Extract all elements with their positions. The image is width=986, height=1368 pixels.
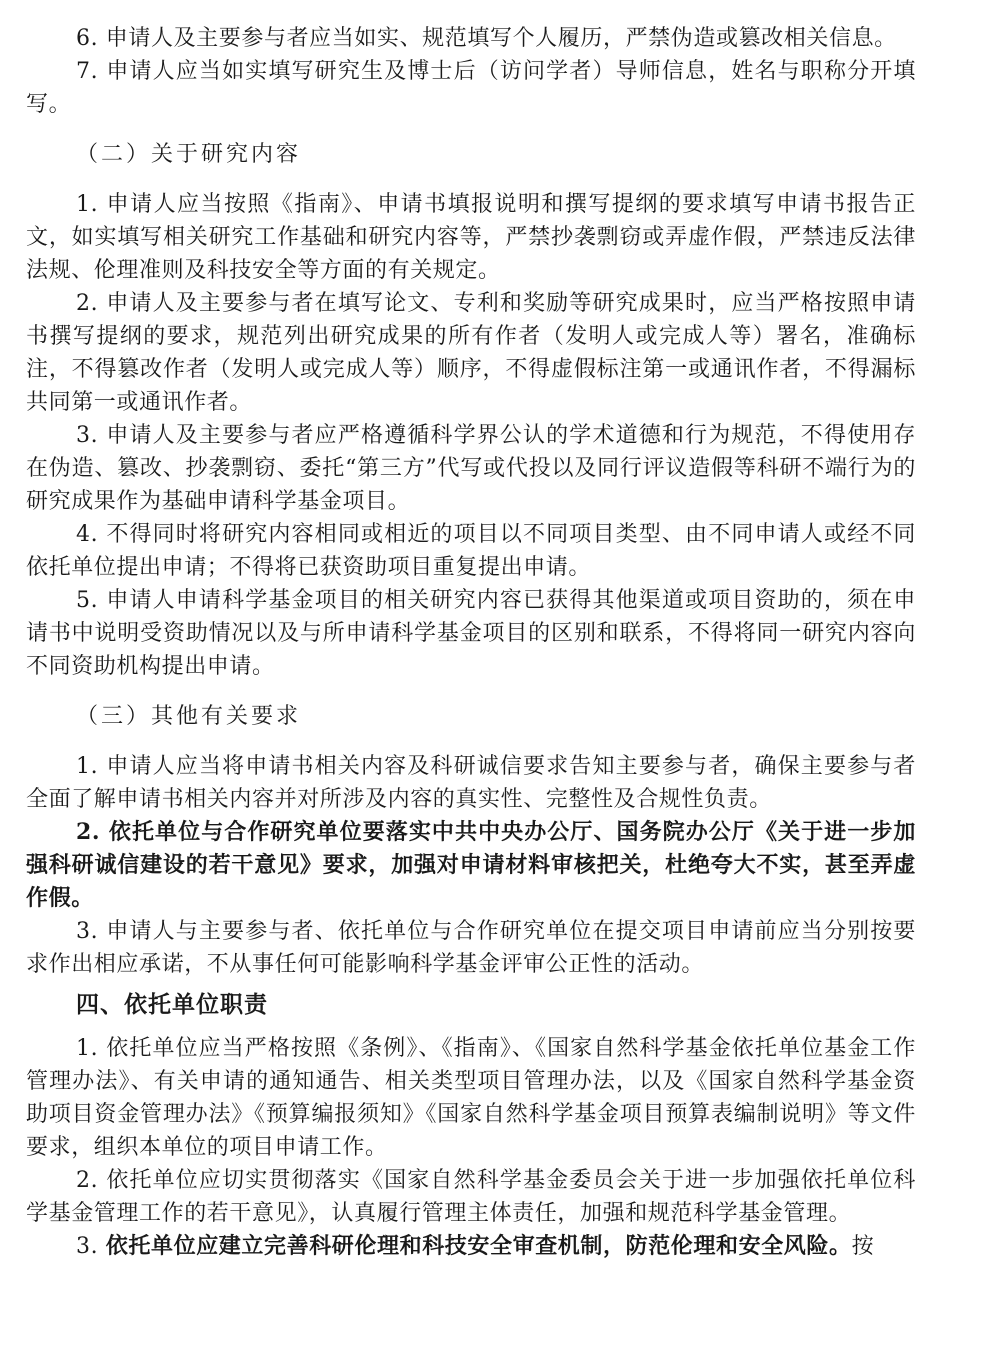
paragraph-other-2: 2. 依托单位与合作研究单位要落实中共中央办公厅、国务院办公厅《关于进一步加强科研诚信建设的若干意见》要求，加强对申请材料审核把关，杜绝夸大不实，甚至弄虚作假。 — [26, 819, 916, 911]
paragraph-item-7: 7. 申请人应当如实填写研究生及博士后（访问学者）导师信息，姓名与职称分开填写。 — [26, 59, 916, 117]
paragraph-research-3: 3. 申请人及主要参与者应严格遵循科学界公认的学术道德和行为规范，不得使用存在伪造、篡改、抄袭剽窃、委托“第三方”代写或代投以及同行评议造假等科研不端行为的研究成果作为基础申请科学基金项目。 — [26, 423, 916, 514]
paragraph-other-3: 3. 申请人与主要参与者、依托单位与合作研究单位在提交项目申请前应当分别按要求作出相应承诺，不从事任何可能影响科学基金评审公正性的活动。 — [26, 919, 916, 977]
section-heading-institution-duties: 四、依托单位职责 — [76, 992, 268, 1018]
subsection-heading-research-content: （二）关于研究内容 — [76, 142, 302, 167]
paragraph-duty-3-tail: 按 — [851, 1234, 875, 1259]
paragraph-research-5: 5. 申请人申请科学基金项目的相关研究内容已获得其他渠道或项目资助的，须在申请书中说明受资助情况以及与所申请科学基金项目的区别和联系，不得将同一研究内容向不同资助机构提出申请。 — [26, 588, 916, 679]
paragraph-duty-1: 1. 依托单位应当严格按照《条例》、《指南》、《国家自然科学基金依托单位基金工作管理办法》、有关申请的通知通告、相关类型项目管理办法，以及《国家自然科学基金资助项目资金管理办法》《预算编报须知》《国家自然科学基金项目预算表编制说明》等文件要求，组织本单位的项目申请工作。 — [26, 1036, 916, 1160]
paragraph-duty-3 — [26, 1230, 916, 1263]
paragraph-duty-2: 2. 依托单位应切实贯彻落实《国家自然科学基金委员会关于进一步加强依托单位科学基金管理工作的若干意见》，认真履行管理主体责任，加强和规范科学基金管理。 — [26, 1168, 916, 1226]
paragraph-research-2: 2. 申请人及主要参与者在填写论文、专利和奖励等研究成果时，应当严格按照申请书撰写提纲的要求，规范列出研究成果的所有作者（发明人或完成人等）署名，准确标注，不得篡改作者（发明人或完成人等）顺序，不得虚假标注第一或通讯作者，不得漏标共同第一或通讯作者。 — [26, 291, 916, 415]
paragraph-duty-3-number: 3. — [76, 1234, 99, 1259]
paragraph-other-1: 1. 申请人应当将申请书相关内容及科研诚信要求告知主要参与者，确保主要参与者全面了解申请书相关内容并对所涉及内容的真实性、完整性及合规性负责。 — [26, 754, 916, 812]
subsection-heading-other-requirements: （三）其他有关要求 — [76, 704, 302, 729]
paragraph-item-6: 6. 申请人及主要参与者应当如实、规范填写个人履历，严禁伪造或篡改相关信息。 — [76, 26, 897, 51]
paragraph-duty-3-bold-text: 依托单位应建立完善科研伦理和科技安全审查机制，防范伦理和安全风险。 — [105, 1233, 852, 1259]
paragraph-research-4: 4. 不得同时将研究内容相同或相近的项目以不同项目类型、由不同申请人或经不同依托单位提出申请；不得将已获资助项目重复提出申请。 — [26, 522, 916, 580]
paragraph-research-1: 1. 申请人应当按照《指南》、申请书填报说明和撰写提纲的要求填写申请书报告正文，如实填写相关研究工作基础和研究内容等，严禁抄袭剽窃或弄虚作假，严禁违反法律法规、伦理准则及科技安全等方面的有关规定。 — [26, 192, 916, 283]
